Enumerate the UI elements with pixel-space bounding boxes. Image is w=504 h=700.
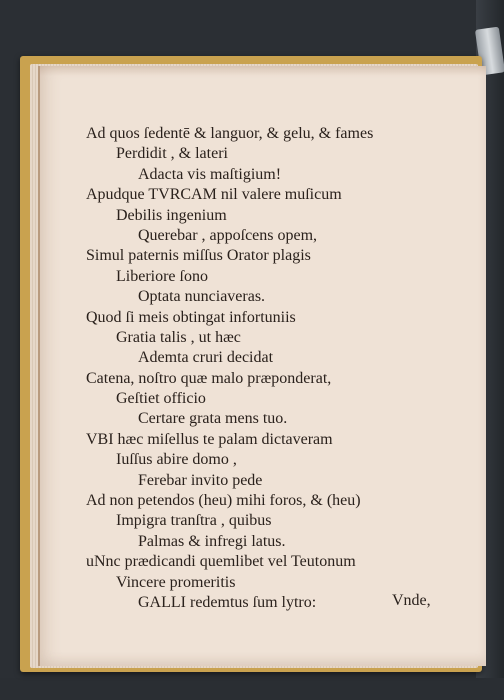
poem-line: Gratia talis , ut hæc: [116, 328, 241, 346]
poem-line: Ad non petendos (heu) mihi foros, & (heu): [86, 492, 361, 510]
poem-line: Ad quos ſedentē & languor, & gelu, & fames: [86, 125, 374, 142]
poem-line: Impigra tranſtra , quibus: [116, 512, 272, 530]
poem-line: Vincere promeritis: [116, 573, 236, 591]
poem-line: Debilis ingenium: [116, 206, 227, 224]
poem-line: uNnc prædicandi quemlibet vel Teutonum: [86, 553, 356, 571]
poem-line: Perdidit , & lateri: [116, 145, 228, 163]
poem-line: Certare grata mens tuo.: [138, 410, 288, 428]
background-bottom: [0, 678, 504, 700]
poem-line: Iuſſus abire domo ,: [116, 451, 237, 469]
poem-line: Catena, noſtro quæ malo præponderat,: [86, 369, 332, 387]
poem-line: Quod ſi meis obtingat infortuniis: [86, 308, 296, 326]
poem-line: Ademta cruri decidat: [138, 349, 274, 367]
poem-line: Geſtiet officio: [116, 390, 206, 408]
poem-line: Simul paternis miſſus Orator plagis: [86, 247, 311, 265]
poem-line: GALLI redemtus ſum lytro:: [138, 593, 317, 611]
poem-line: Ferebar invito pede: [138, 471, 263, 489]
poem-text: [86, 124, 466, 613]
poem-line: Liberiore ſono: [116, 267, 208, 285]
poem-line: Optata nunciaveras.: [138, 288, 266, 306]
poem-line: VBI hæc miſellus te palam dictaveram: [86, 430, 333, 448]
poem-line: Palmas & infregi latus.: [138, 532, 286, 550]
catchword: Vnde,: [392, 592, 431, 609]
poem-line: Apudque TVRCAM nil valere muſicum: [86, 186, 342, 204]
poem-line: Querebar , appoſcens opem,: [138, 226, 318, 244]
poem-line: Adacta vis maſtigium!: [138, 165, 282, 183]
